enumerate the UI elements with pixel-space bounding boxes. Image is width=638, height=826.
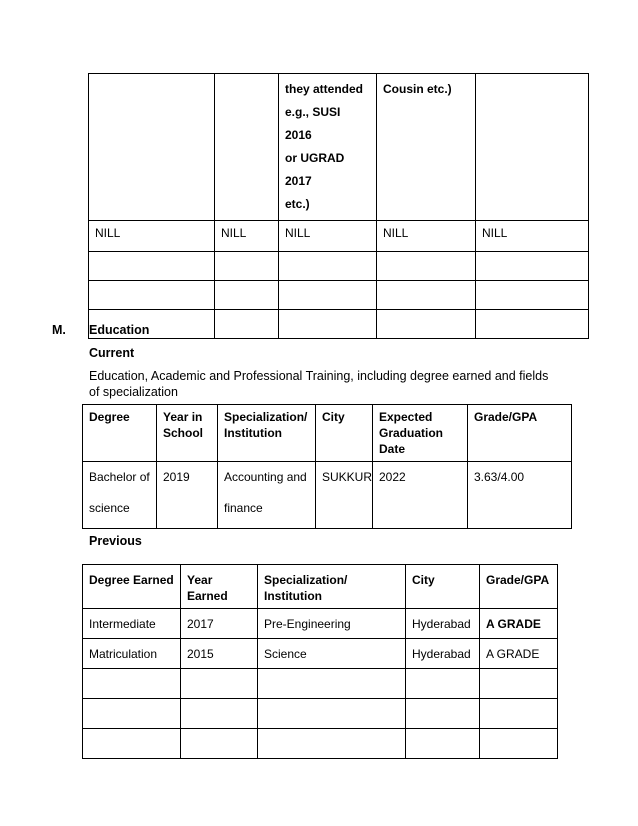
table-cell	[83, 669, 181, 699]
table-cell	[89, 252, 215, 281]
current-education-table	[82, 404, 572, 529]
table-row	[83, 699, 558, 729]
header-line: Cousin etc.)	[383, 82, 452, 96]
section-letter: M.	[52, 323, 66, 337]
table-cell	[89, 74, 215, 221]
table-cell	[279, 252, 377, 281]
table-header-cell: Grade/GPA	[468, 405, 572, 462]
table-cell	[476, 74, 589, 221]
table-header-cell: City	[316, 405, 373, 462]
table-cell	[215, 281, 279, 310]
table-cell	[406, 729, 480, 759]
table-row	[83, 729, 558, 759]
table-cell	[83, 699, 181, 729]
section-title: Education	[89, 323, 150, 337]
table-cell: Hyderabad	[406, 609, 480, 639]
table-header-cell	[377, 74, 476, 221]
table-row	[89, 310, 589, 339]
table-header-cell: City	[406, 565, 480, 609]
table-cell	[215, 252, 279, 281]
table-cell	[377, 281, 476, 310]
header-line: etc.)	[285, 197, 310, 211]
table-row	[83, 639, 558, 669]
table-header-cell: Year Earned	[181, 565, 258, 609]
table-header-cell: Specialization/ Institution	[218, 405, 316, 462]
table-header-cell: Degree Earned	[83, 565, 181, 609]
table-row	[83, 609, 558, 639]
table-cell: 2019	[157, 462, 218, 529]
table-cell	[215, 74, 279, 221]
table-cell	[279, 310, 377, 339]
table-cell	[215, 310, 279, 339]
table-cell: 2015	[181, 639, 258, 669]
table-cell: Intermediate	[83, 609, 181, 639]
section-description: Education, Academic and Professional Training, including degree earned and fields of specialization	[89, 369, 549, 399]
exchange-program-table	[88, 73, 589, 339]
table-cell	[377, 252, 476, 281]
table-cell: A GRADE	[480, 639, 558, 669]
table-header-row	[83, 405, 572, 462]
table-cell: 2022	[373, 462, 468, 529]
table-cell: SUKKUR	[316, 462, 373, 529]
table-row	[89, 221, 589, 252]
table-cell	[258, 669, 406, 699]
table-cell	[480, 669, 558, 699]
table-cell: NILL	[279, 221, 377, 252]
table-cell: NILL	[89, 221, 215, 252]
table-cell: A GRADE	[480, 609, 558, 639]
table-cell: NILL	[476, 221, 589, 252]
table-header-cell: Specialization/ Institution	[258, 565, 406, 609]
table-cell	[480, 699, 558, 729]
table-header-cell: Degree	[83, 405, 157, 462]
header-line: e.g., SUSI 2016	[285, 105, 341, 142]
table-cell	[406, 699, 480, 729]
table-cell: Accounting and finance	[218, 462, 316, 529]
table-cell	[279, 281, 377, 310]
table-cell	[181, 699, 258, 729]
table-cell	[83, 729, 181, 759]
table-header-cell: Expected Graduation Date	[373, 405, 468, 462]
table-cell	[258, 729, 406, 759]
table-cell: Matriculation	[83, 639, 181, 669]
table-cell	[181, 669, 258, 699]
table-cell	[480, 729, 558, 759]
table-header-cell: Year in School	[157, 405, 218, 462]
table-header-cell: Grade/GPA	[480, 565, 558, 609]
table-cell	[476, 252, 589, 281]
table-cell	[476, 310, 589, 339]
table-cell: NILL	[377, 221, 476, 252]
table-row	[83, 462, 572, 529]
current-label: Current	[89, 346, 135, 360]
previous-label: Previous	[89, 534, 142, 548]
previous-education-table	[82, 564, 558, 759]
table-cell	[181, 729, 258, 759]
table-cell: Pre-Engineering	[258, 609, 406, 639]
table-row	[89, 252, 589, 281]
table-cell	[377, 310, 476, 339]
table-header-row	[89, 74, 589, 221]
table-row	[89, 281, 589, 310]
table-cell: Hyderabad	[406, 639, 480, 669]
table-cell: 3.63/4.00	[468, 462, 572, 529]
header-line: or UGRAD 2017	[285, 151, 345, 188]
table-cell	[258, 699, 406, 729]
table-cell: NILL	[215, 221, 279, 252]
table-row	[83, 669, 558, 699]
table-header-cell	[279, 74, 377, 221]
table-cell	[89, 281, 215, 310]
table-header-row	[83, 565, 558, 609]
table-cell: 2017	[181, 609, 258, 639]
table-cell	[476, 281, 589, 310]
table-cell: Bachelor of science	[83, 462, 157, 529]
table-cell: Science	[258, 639, 406, 669]
table-cell	[406, 669, 480, 699]
header-line: they attended	[285, 82, 364, 96]
